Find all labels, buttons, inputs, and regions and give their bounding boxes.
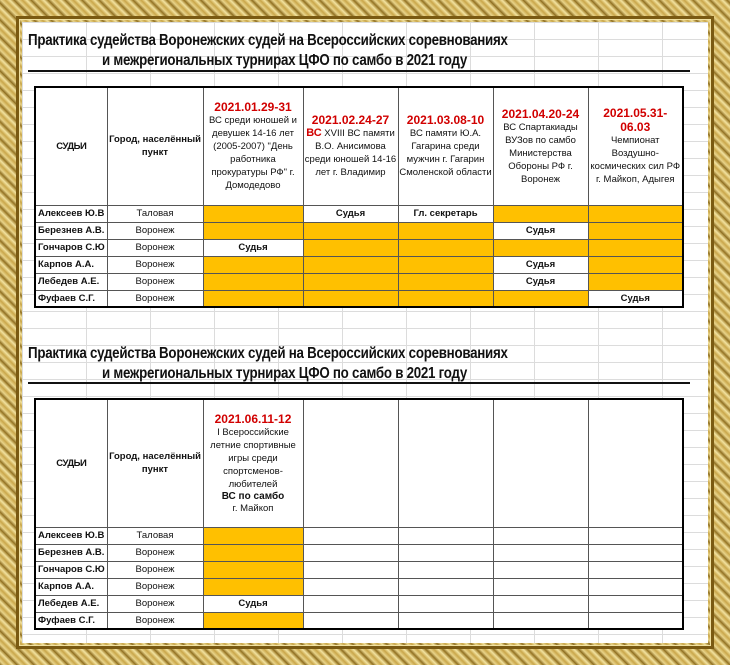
role-cell: Судья [303,205,398,222]
event-description: XVIII ВС памяти В.О. Анисимова среди юношей 14-16 лет г. Владимир [304,128,397,179]
role-cell [303,256,398,273]
judge-city: Таловая [107,527,203,544]
empty-cell [588,544,683,561]
section1-table [34,86,684,308]
event-description: ВС среди юношей и девушек 14-16 лет (2005-2007) "День работника прокуратуры РФ" г. Домодедово [209,115,297,192]
table-row [35,290,683,307]
section2-table [34,398,684,630]
empty-cell [493,578,588,595]
role-cell [588,205,683,222]
event-date: 2021.04.20-24 [501,106,580,121]
event-header [303,87,398,205]
empty-cell [588,527,683,544]
table-row [35,544,683,561]
empty-cell [588,578,683,595]
empty-cell [493,612,588,629]
event-sport: ВС по самбо [221,490,285,502]
event-date: 2021.06.11-12 [214,411,292,426]
section2-title [28,344,599,384]
empty-cell [398,578,493,595]
role-cell [203,256,303,273]
judge-city: Воронеж [107,273,203,290]
role-cell [203,561,303,578]
role-cell: Судья [203,595,303,612]
role-cell: Судья [203,239,303,256]
table-row [35,595,683,612]
event-header [203,87,303,205]
judge-name: Гончаров С.Ю [35,561,107,578]
role-cell [493,205,588,222]
event-place: г. Майкоп [232,502,274,514]
section2-title-line1: Практика судейства Воронежских судей на Всероссийских соревнованиях [28,345,508,362]
empty-cell [493,561,588,578]
table-row [35,239,683,256]
event-header [398,87,493,205]
role-cell [203,290,303,307]
section1-title-rule [28,70,690,72]
role-cell [203,205,303,222]
judges-header: СУДЬИ [35,87,107,205]
table-row [35,527,683,544]
empty-cell [493,595,588,612]
judge-city: Воронеж [107,544,203,561]
empty-cell [398,561,493,578]
empty-cell [398,612,493,629]
event-header [203,399,303,527]
empty-event-header [588,399,683,527]
section2-title-rule [28,382,690,384]
role-cell [303,273,398,290]
judge-name: Березнев А.В. [35,222,107,239]
empty-cell [588,561,683,578]
section2-title-line2: и межрегиональных турнирах ЦФО по самбо в 2021 году [101,365,468,382]
event-date: 2021.01.29-31 [214,100,292,115]
event-date: 2021.03.08-10 [406,113,485,128]
judge-city: Воронеж [107,239,203,256]
judge-name: Карпов А.А. [35,578,107,595]
role-cell [203,578,303,595]
role-cell [398,222,493,239]
judge-city: Воронеж [107,222,203,239]
role-cell [588,256,683,273]
section1-title [28,31,599,71]
city-header: Город, населённый пункт [107,87,203,205]
section1-title-line2: и межрегиональных турнирах ЦФО по самбо в 2021 году [101,52,468,69]
empty-event-header [303,399,398,527]
event-header [588,87,683,205]
role-cell: Судья [588,290,683,307]
empty-cell [493,527,588,544]
judge-name: Фуфаев С.Г. [35,612,107,629]
judge-name: Лебедев А.Е. [35,595,107,612]
empty-cell [493,544,588,561]
empty-cell [303,527,398,544]
role-cell: Гл. секретарь [398,205,493,222]
empty-cell [303,578,398,595]
judge-name: Карпов А.А. [35,256,107,273]
judge-city: Воронеж [107,561,203,578]
empty-cell [303,544,398,561]
table-row [35,256,683,273]
judge-city: Воронеж [107,595,203,612]
empty-event-header [493,399,588,527]
event-prefix: ВС [306,127,322,140]
city-header: Город, населённый пункт [107,399,203,527]
empty-cell [398,527,493,544]
empty-cell [588,612,683,629]
role-cell: Судья [493,256,588,273]
empty-cell [303,612,398,629]
judge-name: Гончаров С.Ю [35,239,107,256]
judge-name: Березнев А.В. [35,544,107,561]
role-cell [303,290,398,307]
role-cell [203,544,303,561]
table-row [35,561,683,578]
empty-cell [303,561,398,578]
judge-city: Воронеж [107,256,203,273]
empty-event-header [398,399,493,527]
empty-cell [398,544,493,561]
role-cell [493,239,588,256]
role-cell [303,239,398,256]
table-row [35,273,683,290]
role-cell [398,290,493,307]
empty-cell [398,595,493,612]
role-cell [398,256,493,273]
event-date: 2021.02.24-27 [311,113,390,128]
role-cell [303,222,398,239]
event-header [493,87,588,205]
role-cell [203,527,303,544]
role-cell [588,273,683,290]
event-description: Чемпионат Воздушно-космических сил РФ г. Майкоп, Адыгея [590,135,681,186]
role-cell [588,222,683,239]
judge-city: Таловая [107,205,203,222]
empty-cell [303,595,398,612]
empty-cell [588,595,683,612]
section2-header-row [35,399,683,527]
role-cell: Судья [493,273,588,290]
table-row [35,612,683,629]
section1-header-row [35,87,683,205]
judge-city: Воронеж [107,290,203,307]
event-date: 2021.05.31-06.03 [603,106,668,135]
role-cell [588,239,683,256]
table-row [35,222,683,239]
judge-city: Воронеж [107,612,203,629]
section1-title-line1: Практика судейства Воронежских судей на Всероссийских соревнованиях [28,32,508,49]
judges-header: СУДЬИ [35,399,107,527]
judge-name: Фуфаев С.Г. [35,290,107,307]
table-row [35,578,683,595]
judge-name: Алексеев Ю.В [35,527,107,544]
judge-city: Воронеж [107,578,203,595]
event-description: I Всероссийские летние спортивные игры среди спортсменов-любителей [210,426,296,490]
spreadsheet [22,22,708,643]
table-row [35,205,683,222]
role-cell: Судья [493,222,588,239]
judge-name: Алексеев Ю.В [35,205,107,222]
role-cell [398,273,493,290]
role-cell [493,290,588,307]
event-description: ВС Спартакиады ВУЗов по самбо Министерства Обороны РФ г. Воронеж [503,121,578,185]
role-cell [203,222,303,239]
role-cell [398,239,493,256]
event-description: ВС памяти Ю.А. Гагарина среди мужчин г. Гагарин Смоленской области [399,128,492,179]
role-cell [203,612,303,629]
role-cell [203,273,303,290]
judge-name: Лебедев А.Е. [35,273,107,290]
